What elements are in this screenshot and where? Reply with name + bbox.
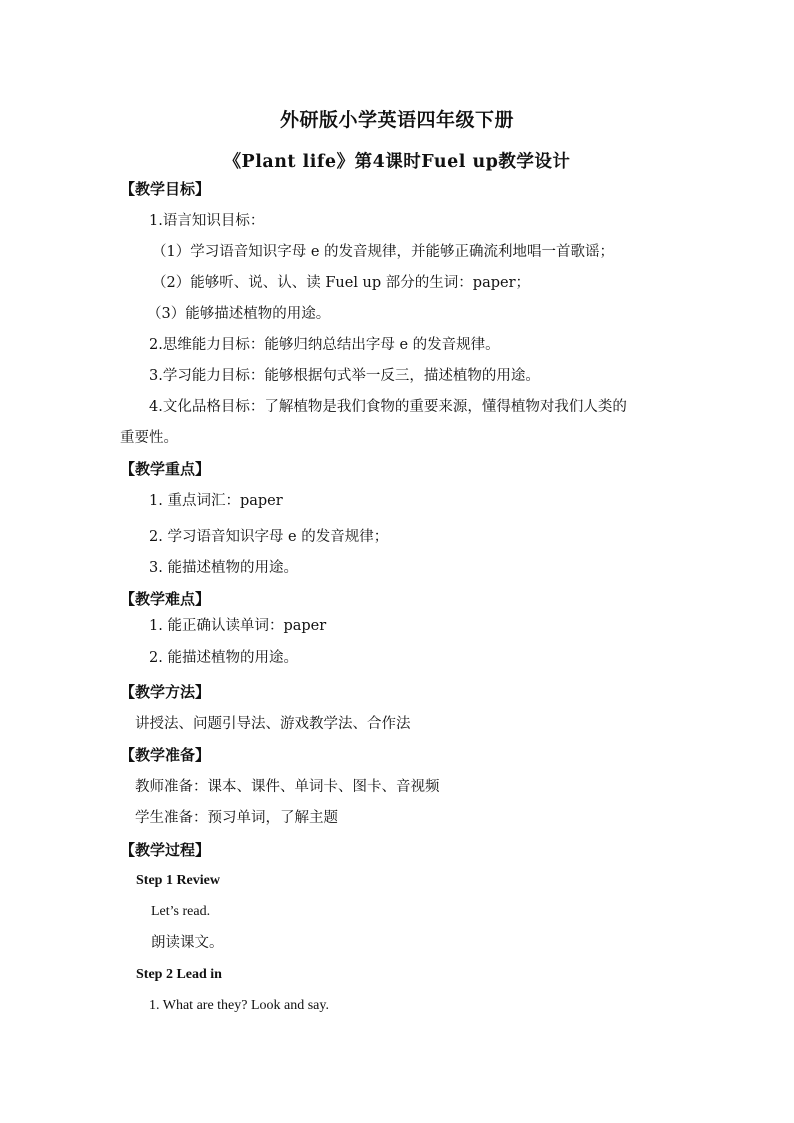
key-point-line: 3. 能描述植物的用途。 bbox=[149, 560, 298, 576]
process-heading: 【教学过程】 bbox=[120, 841, 211, 859]
step1-title: Step 1 Review bbox=[136, 873, 220, 888]
methods-heading: 【教学方法】 bbox=[120, 683, 211, 701]
difficulty-line: 2. 能描述植物的用途。 bbox=[149, 650, 298, 666]
preparation-heading: 【教学准备】 bbox=[120, 746, 211, 764]
objective-line: （2）能够听、说、认、读 Fuel up 部分的生词：paper； bbox=[152, 275, 531, 291]
difficulties-heading: 【教学难点】 bbox=[120, 590, 211, 608]
objective-line: （1）学习语音知识字母 e 的发音规律，并能够正确流利地唱一首歌谣； bbox=[152, 244, 615, 260]
objective-line: 重要性。 bbox=[120, 430, 178, 446]
methods-text: 讲授法、问题引导法、游戏教学法、合作法 bbox=[135, 716, 411, 732]
document-subtitle: 《Plant life》第4课时Fuel up教学设计 bbox=[223, 152, 571, 172]
step1-line: 朗读课文。 bbox=[151, 935, 224, 951]
student-preparation: 学生准备：预习单词，了解主题 bbox=[135, 810, 338, 826]
key-point-line: 1. 重点词汇：paper bbox=[149, 493, 283, 509]
objectives-heading: 【教学目标】 bbox=[120, 180, 211, 198]
objective-line: 3.学习能力目标：能够根据句式举一反三，描述植物的用途。 bbox=[149, 368, 540, 384]
difficulty-line: 1. 能正确认读单词：paper bbox=[149, 618, 327, 634]
objective-line: （3）能够描述植物的用途。 bbox=[147, 306, 331, 322]
key-points-heading: 【教学重点】 bbox=[120, 460, 211, 478]
step2-line: 1. What are they? Look and say. bbox=[149, 998, 329, 1013]
step2-title: Step 2 Lead in bbox=[136, 967, 222, 982]
teacher-preparation: 教师准备：课本、课件、单词卡、图卡、音视频 bbox=[135, 779, 440, 795]
objective-line: 1.语言知识目标： bbox=[149, 213, 265, 229]
document-title: 外研版小学英语四年级下册 bbox=[279, 109, 514, 131]
key-point-line: 2. 学习语音知识字母 e 的发音规律； bbox=[149, 529, 389, 545]
step1-line: Let’s read. bbox=[151, 904, 211, 919]
objective-line: 2.思维能力目标：能够归纳总结出字母 e 的发音规律。 bbox=[149, 337, 500, 353]
objective-line: 4.文化品格目标：了解植物是我们食物的重要来源，懂得植物对我们人类的 bbox=[149, 399, 627, 415]
